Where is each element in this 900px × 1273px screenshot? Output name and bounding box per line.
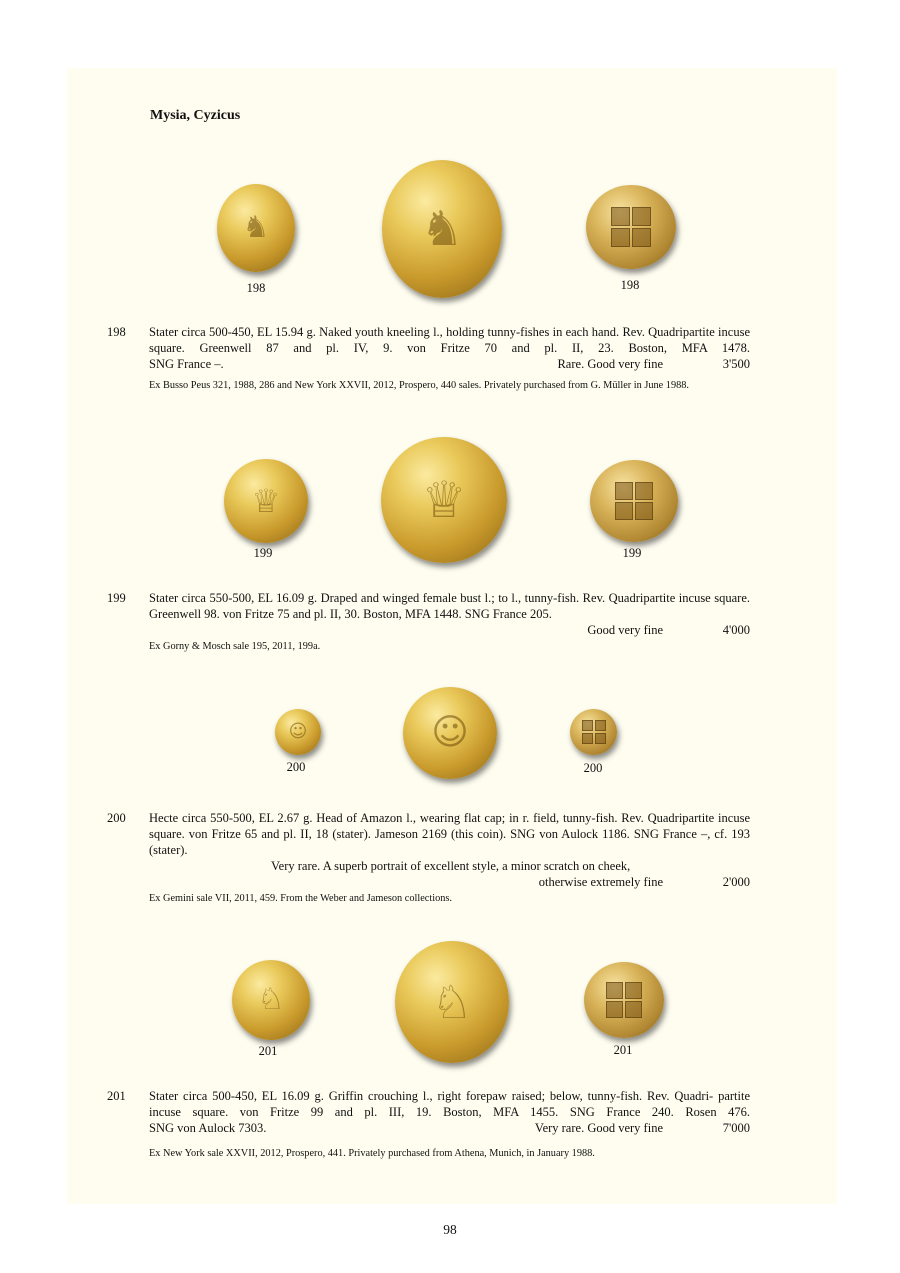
lot-200-obverse-coin: ☺ xyxy=(275,709,321,755)
lot-grade: otherwise extremely fine xyxy=(538,875,663,889)
lot-200-reverse-label: 200 xyxy=(583,761,603,775)
lot-201-obverse-enlarged-coin: ♘ xyxy=(395,941,509,1063)
lot-description-last-line: SNG France –. xyxy=(149,357,224,371)
lot-description: Hecte circa 550-500, EL 2.67 g. Head of Amazon l., wearing flat cap; in r. field, tunny-fish. Rev. Quadripartite incuse square. von Fritze 65 and pl. II, 18 (stater). Jameson 2169 (this coin). SNG von Aulock 1186. SNG France –, cf. 193 (stater). xyxy=(149,811,750,857)
lot-199-obverse-coin: ♕ xyxy=(224,459,308,543)
lot-estimate: 7'000 xyxy=(722,1121,750,1135)
lot-number: 200 xyxy=(107,811,126,825)
lot-number: 198 xyxy=(107,325,126,339)
lot-provenance: Ex Gemini sale VII, 2011, 459. From the Weber and Jameson collections. xyxy=(149,893,452,904)
lot-200-obverse-enlarged-coin: ☺ xyxy=(403,687,497,779)
lot-201-reverse-label: 201 xyxy=(613,1043,633,1057)
lot-201-reverse-coin xyxy=(584,962,664,1038)
lot-200-obverse-label: 200 xyxy=(286,760,306,774)
lot-201-obverse-label: 201 xyxy=(258,1044,278,1058)
lot-provenance: Ex New York sale XXVII, 2012, Prospero, 441. Privately purchased from Athena, Munich, in January 1988. xyxy=(149,1148,595,1159)
lot-199-reverse-coin xyxy=(590,460,678,542)
lot-199-obverse-label: 199 xyxy=(253,546,273,560)
lot-198-reverse-coin xyxy=(586,185,676,269)
lot-description-last-line: SNG von Aulock 7303. xyxy=(149,1121,267,1135)
lot-grade-line-1: Very rare. A superb portrait of excellent style, a minor scratch on cheek, xyxy=(271,859,631,873)
lot-199-reverse-label: 199 xyxy=(622,546,642,560)
lot-grade: Very rare. Good very fine xyxy=(534,1121,663,1135)
lot-description: Stater circa 500-450, EL 15.94 g. Naked youth kneeling l., holding tunny-fishes in each hand. Rev. Quadripartite incuse square. Greenwell 87 and pl. IV, 9. von Fritze 70 and pl. II, 23. Boston, MFA 1478. xyxy=(149,325,750,355)
lot-number: 199 xyxy=(107,591,126,605)
lot-grade: Good very fine xyxy=(587,623,663,637)
page-number: 98 xyxy=(443,1222,457,1237)
lot-provenance: Ex Busso Peus 321, 1988, 286 and New York XXVII, 2012, Prospero, 440 sales. Privately purchased from G. Müller in June 1988. xyxy=(149,380,689,391)
lot-198-reverse-label: 198 xyxy=(620,278,640,292)
lot-estimate: 4'000 xyxy=(722,623,750,637)
lot-description: Stater circa 500-450, EL 16.09 g. Griffin crouching l., right forepaw raised; below, tunny-fish. Rev. Quadri- partite incuse square. von Fritze 99 and pl. III, 19. Boston, MFA 1455. SNG France 240. Rosen 476. xyxy=(149,1089,750,1119)
section-heading: Mysia, Cyzicus xyxy=(150,108,241,123)
lot-number: 201 xyxy=(107,1089,126,1103)
lot-198-obverse-label: 198 xyxy=(246,281,266,295)
lot-198-obverse-coin: ♞ xyxy=(217,184,295,272)
lot-estimate: 3'500 xyxy=(722,357,750,371)
lot-201-obverse-coin: ♘ xyxy=(232,960,310,1040)
lot-198-obverse-enlarged-coin: ♞ xyxy=(382,160,502,298)
lot-description: Stater circa 550-500, EL 16.09 g. Draped and winged female bust l.; to l., tunny-fish. Rev. Quadripartite incuse square. Greenwell 98. von Fritze 75 and pl. II, 30. Boston, MFA 1448. SNG France 205. xyxy=(149,591,750,621)
lot-200-reverse-coin xyxy=(570,709,617,755)
lot-provenance: Ex Gorny & Mosch sale 195, 2011, 199a. xyxy=(149,641,321,652)
lot-grade: Rare. Good very fine xyxy=(557,357,663,371)
lot-199-obverse-enlarged-coin: ♕ xyxy=(381,437,507,563)
lot-estimate: 2'000 xyxy=(722,875,750,889)
